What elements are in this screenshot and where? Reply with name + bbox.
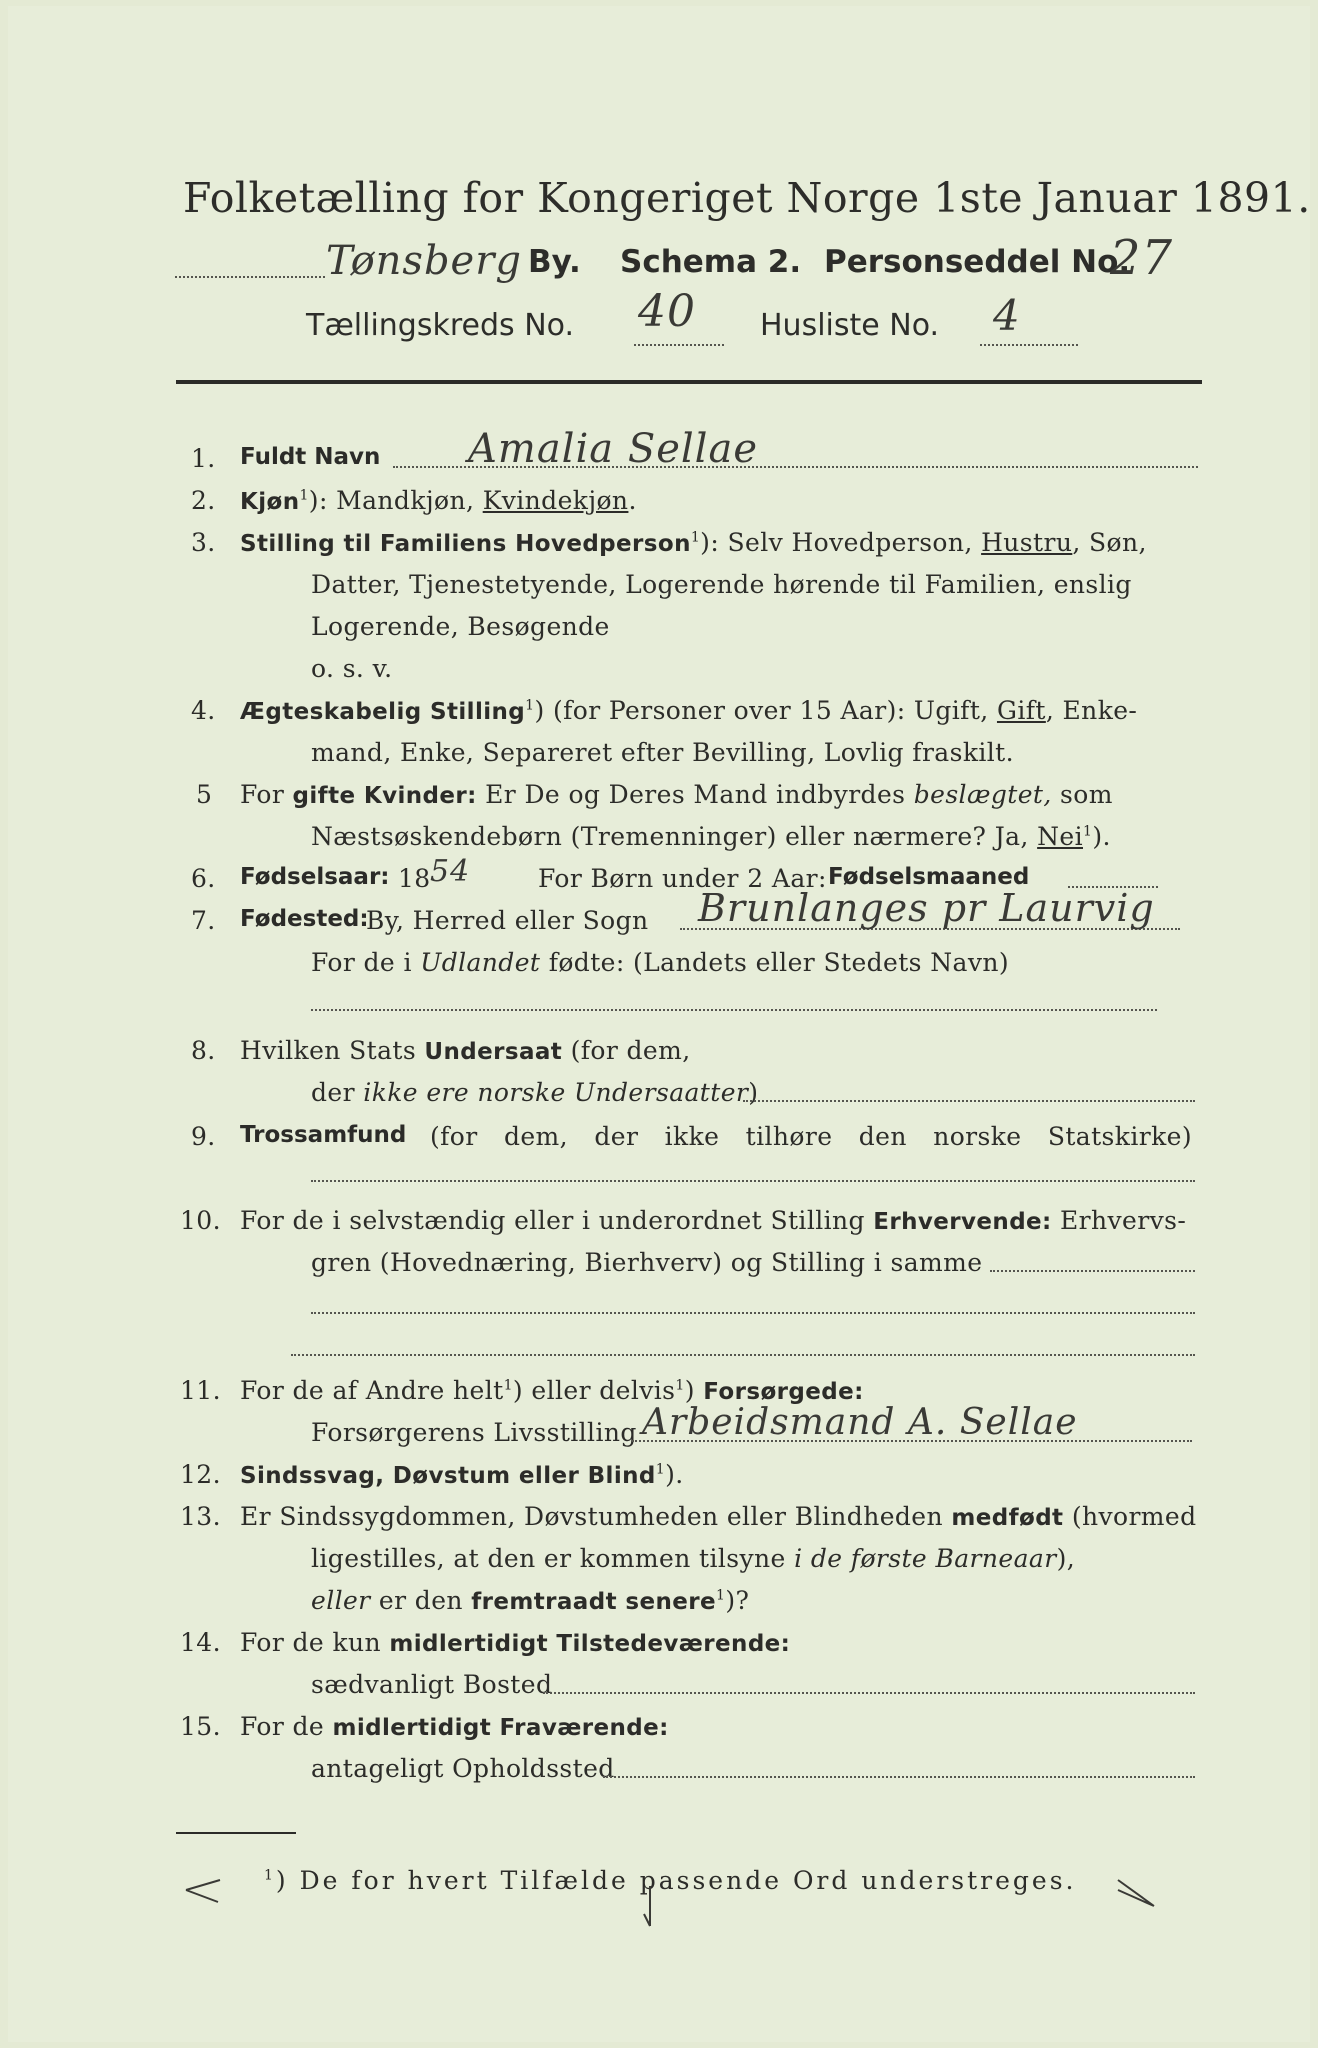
q11-sup1: 1 (503, 1377, 513, 1394)
q7-label: Fødested: (240, 906, 369, 932)
q2-text-a: ): Mandkjøn, (308, 486, 483, 515)
q13-l3b: er den (370, 1586, 472, 1615)
q15-dots (603, 1776, 1195, 1778)
q14-line1 (240, 1628, 790, 1657)
registration-mark-center (640, 1884, 660, 1928)
q8-l2c: ) (748, 1078, 759, 1107)
q15-line1 (240, 1712, 669, 1741)
q1-number: 1. (191, 444, 216, 473)
q5-l1a: For (240, 780, 293, 809)
registration-mark-left (184, 1878, 224, 1904)
q5-line1 (240, 780, 1113, 809)
q6-label2: Fødselsmaaned (828, 864, 1030, 890)
q11-label: Forsørgede: (703, 1379, 864, 1405)
q4-line1 (240, 696, 1137, 725)
q13-sup: 1 (716, 1587, 726, 1604)
q9-dots (311, 1180, 1195, 1182)
q5-line2 (311, 822, 1111, 851)
q11-sup2: 1 (675, 1377, 685, 1394)
q12-number: 12. (180, 1460, 221, 1489)
q2-kvindekjon: Kvindekjøn (482, 486, 629, 515)
q3-sup: 1 (690, 529, 701, 546)
q4-l1c: , Enke- (1045, 696, 1138, 725)
q11-line1 (240, 1376, 864, 1405)
q13-line1 (240, 1502, 1197, 1531)
q2-line (240, 486, 637, 515)
q4-sup: 1 (525, 697, 535, 714)
kreds-label: Tællingskreds No. (306, 308, 574, 343)
city-handwriting: Tønsberg (326, 238, 522, 284)
q11-number: 11. (180, 1376, 221, 1405)
q8-l1b: (for dem, (562, 1036, 691, 1065)
q4-gift: Gift (996, 696, 1046, 725)
registration-mark-right (1116, 1878, 1156, 1908)
q14-l1a: For de kun (240, 1628, 390, 1657)
q13-line3 (311, 1586, 749, 1615)
kreds-number: 40 (638, 286, 696, 337)
q11-l1b: ) eller delvis (512, 1376, 676, 1405)
q7-l2a: For de i (311, 948, 421, 977)
by-label: By. (528, 244, 581, 280)
q8-l1a: Hvilken Stats (240, 1036, 425, 1065)
q5-l1d: som (1051, 780, 1113, 809)
q10-dots3 (291, 1354, 1195, 1356)
header-rule (176, 380, 1202, 384)
q11-l1c: ) (684, 1376, 704, 1405)
q5-l2a: Næstsøskendebørn (Tremenninger) eller nærmere? Ja, (311, 822, 1038, 851)
q8-dots (743, 1100, 1195, 1102)
q8-ikke: ikke ere norske Undersaatter (363, 1078, 749, 1107)
footnote-rule (176, 1832, 296, 1834)
q14-dots (543, 1692, 1195, 1694)
q7-answer: Brunlanges pr Laurvig (698, 886, 1155, 930)
q8-line1 (240, 1036, 691, 1065)
q14-label: midlertidigt Tilstedeværende: (389, 1631, 791, 1657)
q8-label: Undersaat (424, 1039, 563, 1065)
q5-label: gifte Kvinder: (292, 783, 477, 809)
q10-dots2 (311, 1312, 1195, 1314)
q4-number: 4. (191, 696, 216, 725)
q5-l2c: ). (1092, 822, 1111, 851)
husliste-dots (980, 344, 1078, 346)
q10-line1 (240, 1206, 1186, 1235)
q5-nei: Nei (1037, 822, 1083, 851)
q15-number: 15. (180, 1712, 221, 1741)
q1-label: Fuldt Navn (240, 444, 381, 470)
q13-l2c: ), (1056, 1544, 1076, 1573)
q10-label: Erhvervende: (873, 1209, 1052, 1235)
q10-line2: gren (Hovednæring, Bierhverv) og Stilling i samme (311, 1248, 983, 1277)
q15-line2: antageligt Opholdssted (311, 1754, 615, 1783)
footnote-text: ) De for hvert Tilfælde passende Ord understreges. (275, 1866, 1077, 1895)
q14-line2: sædvanligt Bosted (311, 1670, 553, 1699)
q13-label2: fremtraadt senere (471, 1589, 716, 1615)
kreds-dots (634, 344, 724, 346)
q4-line2: mand, Enke, Separeret efter Bevilling, Lovlig fraskilt. (311, 738, 1014, 767)
footnote-sup: 1 (264, 1867, 276, 1884)
q13-label: medfødt (951, 1505, 1064, 1531)
q1-answer: Amalia Sellae (468, 426, 758, 472)
husliste-number: 4 (993, 291, 1021, 340)
q7-line2 (311, 948, 1009, 977)
q5-l1b: Er De og Deres Mand indbyrdes (476, 780, 914, 809)
q5-sup: 1 (1083, 823, 1093, 840)
q12-end: ). (665, 1460, 684, 1489)
q10-l1a: For de i selvstændig eller i underordnet Stilling (240, 1206, 874, 1235)
q13-number: 13. (180, 1502, 221, 1531)
q13-barneaar: i de første Barneaar (794, 1544, 1057, 1573)
q10-number: 10. (180, 1206, 221, 1235)
q3-hustru: Hustru (981, 528, 1073, 557)
q13-l3c: )? (725, 1586, 750, 1615)
husliste-label: Husliste No. (760, 308, 940, 343)
q15-label: midlertidigt Fraværende: (332, 1715, 669, 1741)
q2-sup: 1 (299, 487, 309, 504)
q13-l2a: ligestilles, at den er kommen tilsyne (311, 1544, 795, 1573)
q4-l1a: ) (for Personer over 15 Aar): Ugift, (534, 696, 997, 725)
q3-number: 3. (191, 528, 216, 557)
footnote (264, 1866, 1076, 1895)
q11-l1: For de af Andre helt (240, 1376, 504, 1405)
q8-line2 (311, 1078, 758, 1107)
q9-text: (for dem, der ikke tilhøre den norske Statskirke) (430, 1122, 1192, 1151)
city-dots (175, 276, 325, 278)
q7-number: 7. (191, 906, 216, 935)
q8-l2a: der (311, 1078, 364, 1107)
q5-beslaegtet: beslægtet, (913, 780, 1052, 809)
form-title: Folketælling for Kongeriget Norge 1ste Januar 1891. (183, 174, 1311, 222)
q10-l1b: Erhvervs- (1051, 1206, 1187, 1235)
q6-year-prefix: 18 (398, 864, 431, 893)
q6-label: Fødselsaar: (240, 864, 390, 890)
q3-line2: Datter, Tjenestetyende, Logerende hørende til Familien, enslig (311, 570, 1132, 599)
q14-number: 14. (180, 1628, 221, 1657)
q6-year: 54 (430, 854, 471, 889)
personseddel-number: 27 (1110, 230, 1174, 286)
schema-label: Schema 2. (620, 244, 802, 280)
q13-eller: eller (311, 1586, 371, 1615)
census-form (8, 6, 1310, 2042)
q7-text: By, Herred eller Sogn (366, 906, 649, 935)
personseddel-label: Personseddel No. (824, 244, 1131, 280)
q3-line3: Logerende, Besøgende (311, 612, 610, 641)
q3-line4: o. s. v. (311, 654, 393, 683)
q5-number: 5 (196, 780, 213, 809)
q10-dots1 (990, 1270, 1195, 1272)
q9-number: 9. (191, 1122, 216, 1151)
q7-l2c: fødte: (Landets eller Stedets Navn) (540, 948, 1010, 977)
q2-label: Kjøn (240, 489, 300, 515)
q3-l1a: ): Selv Hovedperson, (700, 528, 982, 557)
q4-label: Ægteskabelig Stilling (240, 699, 526, 725)
q2-number: 2. (191, 486, 216, 515)
q15-l1a: For de (240, 1712, 333, 1741)
q11-answer: Arbeidsmand A. Sellae (642, 1402, 1078, 1443)
q6-mid: For Børn under 2 Aar: (538, 864, 827, 893)
q13-line2 (311, 1544, 1075, 1573)
q12-sup: 1 (655, 1461, 666, 1478)
q3-l1c: , Søn, (1072, 528, 1147, 557)
q13-l1a: Er Sindssygdommen, Døvstumheden eller Blindheden (240, 1502, 952, 1531)
q12-line (240, 1460, 684, 1489)
q12-label: Sindssvag, Døvstum eller Blind (240, 1463, 656, 1489)
q8-number: 8. (191, 1036, 216, 1065)
q3-label: Stilling til Familiens Hovedperson (240, 531, 691, 557)
q13-l1b: (hvormed (1063, 1502, 1197, 1531)
q3-line1 (240, 528, 1147, 557)
q7-udlandet: Udlandet (420, 948, 541, 977)
q2-text-c: . (628, 486, 637, 515)
q6-number: 6. (191, 864, 216, 893)
q7-dots2 (311, 1009, 1157, 1011)
q9-label: Trossamfund (240, 1122, 407, 1148)
q11-line2: Forsørgerens Livsstilling (311, 1418, 637, 1447)
